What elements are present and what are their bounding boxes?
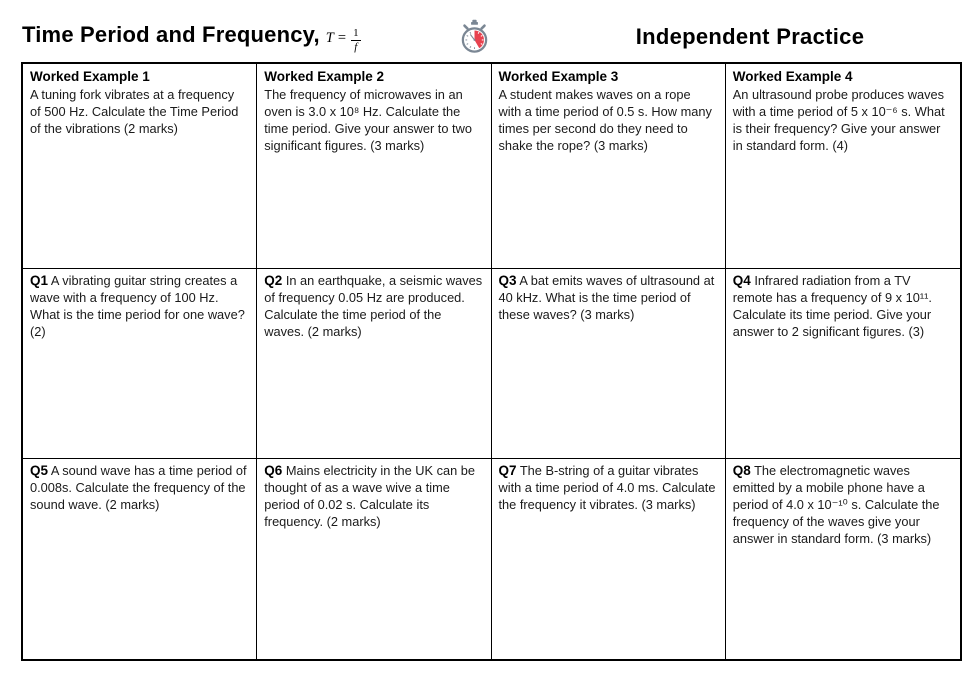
question-label: Q8 <box>732 463 751 478</box>
worked-example-title: Worked Example 3 <box>498 69 619 84</box>
question-cell-q7 <box>492 459 726 659</box>
question-cell-q5 <box>23 459 257 659</box>
question-body: A sound wave has a time period of 0.008s. Calculate the frequency of the sound wave. (2 marks) <box>30 463 247 512</box>
stopwatch-icon <box>459 19 490 54</box>
formula-fraction <box>351 28 361 53</box>
question-label: Q6 <box>264 463 283 478</box>
question-body: The electromagnetic waves emitted by a mobile phone have a period of 4.0 x 10⁻¹⁰ s. Calculate the frequency of the waves give your answer in standard form. (3 marks) <box>732 463 940 546</box>
question-label: Q4 <box>732 273 751 288</box>
question-cell-q3 <box>492 269 726 459</box>
question-body: The B-string of a guitar vibrates with a time period of 4.0 ms. Calculate the frequency it vibrates. (3 marks) <box>498 463 716 512</box>
question-body: Infrared radiation from a TV remote has a frequency of 9 x 10¹¹. Calculate its time period. Give your answer to 2 significant figures. (3) <box>732 273 932 339</box>
worked-example-cell-1 <box>23 64 257 269</box>
worked-example-title: Worked Example 4 <box>732 69 853 84</box>
header-left <box>22 22 361 51</box>
question-cell-q4 <box>726 269 960 459</box>
worked-example-title: Worked Example 2 <box>264 69 385 84</box>
formula-lhs: T <box>325 30 334 46</box>
worked-example-body: The frequency of microwaves in an oven is 3.0 x 10⁸ Hz. Calculate the time period. Give your answer to two significant figures. (3 marks) <box>264 87 472 153</box>
question-label: Q1 <box>30 273 49 288</box>
worked-example-cell-2 <box>257 64 491 269</box>
question-cell-q2 <box>257 269 491 459</box>
question-label: Q5 <box>30 463 49 478</box>
question-body: A bat emits waves of ultrasound at 40 kHz. What is the time period of these waves? (3 marks) <box>498 273 715 322</box>
stopwatch-stem <box>471 22 478 25</box>
question-body: A vibrating guitar string creates a wave with a frequency of 100 Hz. What is the time period for one wave? (2) <box>30 273 245 339</box>
question-cell-q1 <box>23 269 257 459</box>
formula-t-equals-one-over-f <box>326 26 361 51</box>
worked-example-title: Worked Example 1 <box>30 69 150 84</box>
question-cell-q6 <box>257 459 491 659</box>
worked-example-body: A tuning fork vibrates at a frequency of 500 Hz. Calculate the Time Period of the vibrations (2 marks) <box>30 87 239 136</box>
worked-example-body: An ultrasound probe produces waves with a time period of 5 x 10⁻⁶ s. What is their frequency? Give your answer in standard form. (4) <box>732 87 945 153</box>
formula-numerator: 1 <box>351 28 361 41</box>
independent-practice-title: Independent Practice <box>635 24 865 49</box>
worked-example-cell-4 <box>726 64 960 269</box>
question-cell-q8 <box>726 459 960 659</box>
question-label: Q7 <box>498 463 517 478</box>
question-body: Mains electricity in the UK can be thought of as a wave wive a time period of 0.02 s. Calculate its frequency. (2 marks) <box>264 463 476 529</box>
stopwatch-right-lug <box>482 26 485 29</box>
question-body: In an earthquake, a seismic waves of frequency 0.05 Hz are produced. Calculate the time period of the waves. (2 marks) <box>264 273 483 339</box>
worked-example-body: A student makes waves on a rope with a time period of 0.5 s. How many times per second do they need to shake the rope? (3 marks) <box>498 87 712 153</box>
stopwatch-left-lug <box>465 26 468 29</box>
page-title: Time Period and Frequency, <box>22 22 320 47</box>
question-label: Q3 <box>498 273 517 288</box>
worksheet-table <box>21 62 962 661</box>
stopwatch-pivot <box>474 39 476 41</box>
formula-denominator: f <box>354 40 358 53</box>
question-label: Q2 <box>264 273 283 288</box>
formula-equals: = <box>337 30 347 46</box>
worked-example-cell-3 <box>492 64 726 269</box>
